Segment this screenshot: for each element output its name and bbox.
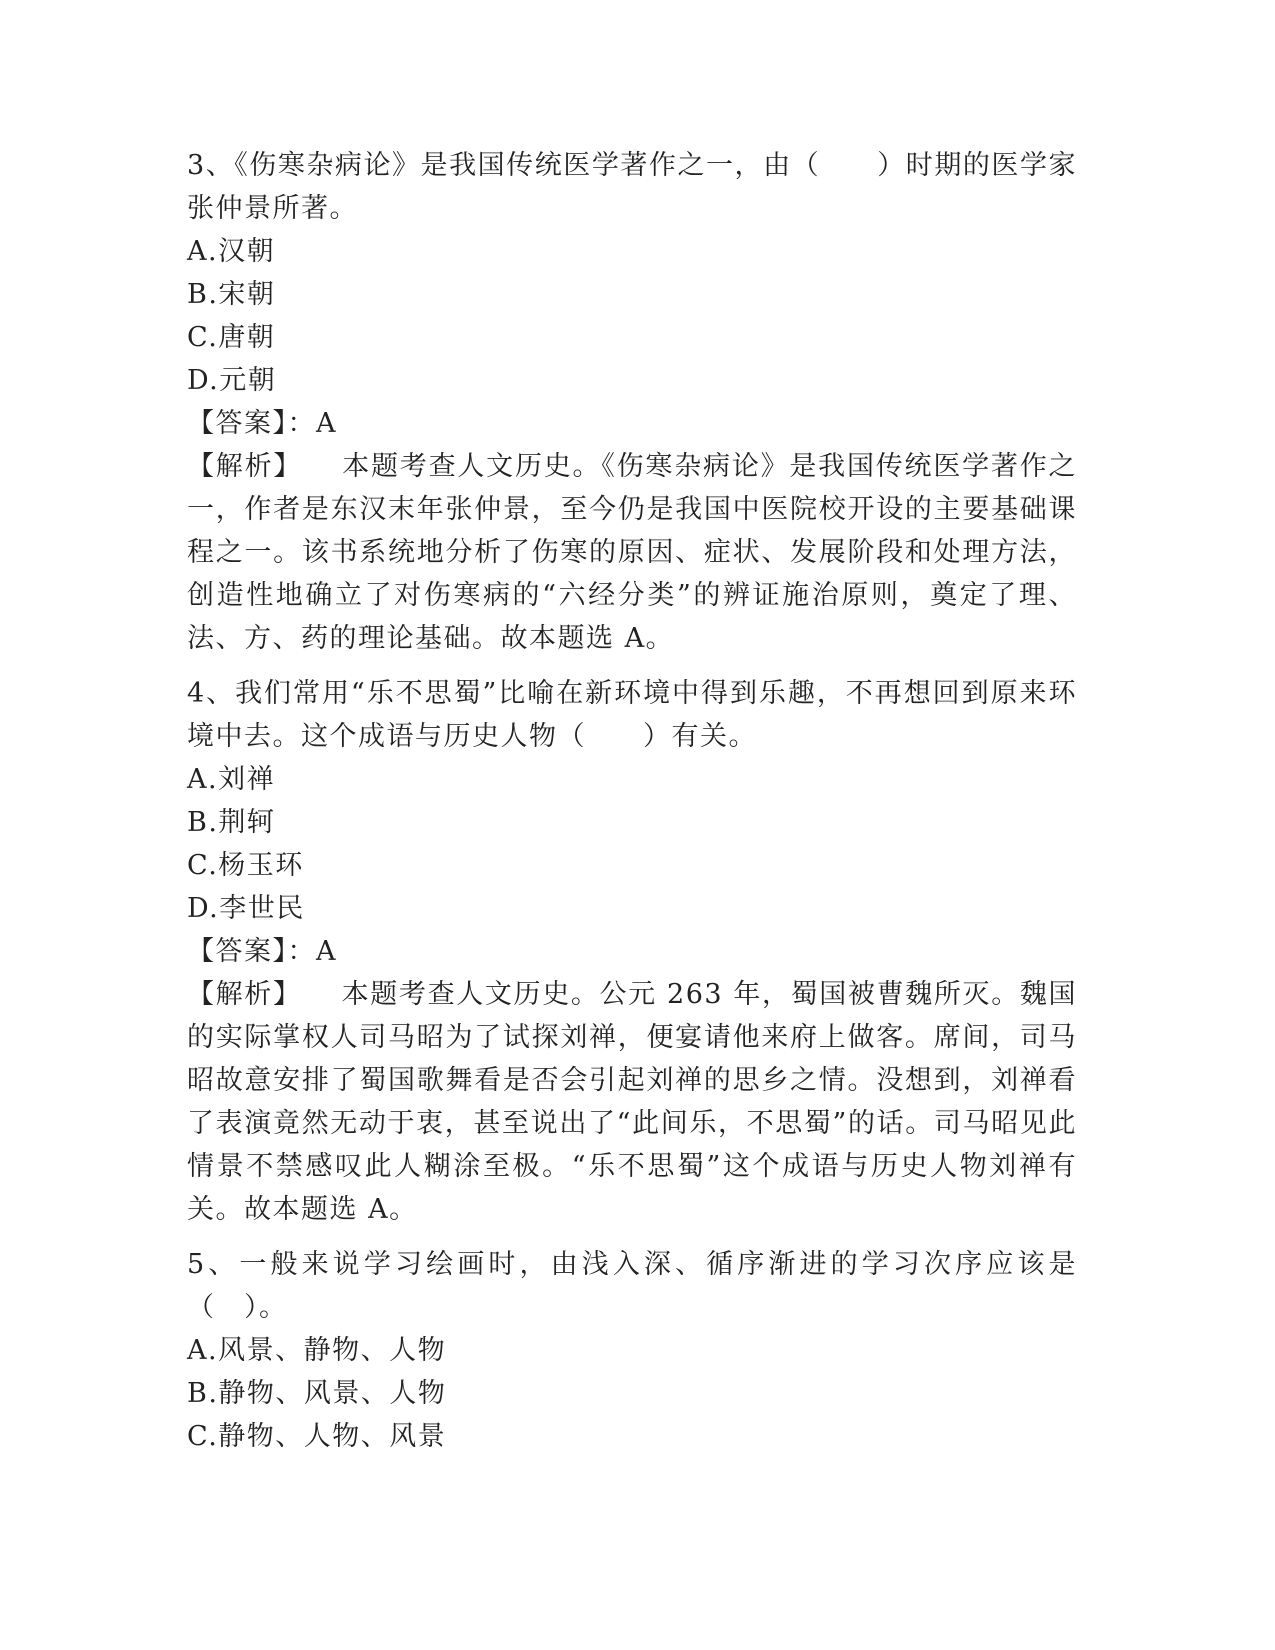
option-b: B.静物、风景、人物 — [187, 1378, 447, 1409]
option-a: A.风景、静物、人物 — [187, 1335, 447, 1366]
analysis — [187, 973, 1077, 1231]
analysis-text: 本题考查人文历史。《伤寒杂病论》是我国传统医学著作之一，作者是东汉末年张仲景，至今仍是我国中医院校开设的主要基础课程之一。该书系统地分析了伤寒的原因、症状、发展阶段和处理方法，创造性地确立了对伤寒病的“六经分类”的辨证施治原则，奠定了理、法、方、药的理论基础。故本题选 A。 — [187, 451, 1078, 654]
answer: 【答案】：A — [187, 408, 337, 439]
option-a: A.汉朝 — [187, 236, 276, 267]
option-b: B.荆轲 — [187, 807, 276, 838]
analysis-label: 【解析】 — [187, 451, 303, 482]
question-stem: 4、我们常用“乐不思蜀”比喻在新环境中得到乐趣，不再想回到原来环境中去。这个成语与历史人物（ ）有关。 — [187, 678, 1077, 752]
option-c: C.杨玉环 — [187, 850, 304, 881]
question-5 — [187, 1243, 1077, 1458]
option-d: D.李世民 — [187, 893, 305, 924]
option-b: B.宋朝 — [187, 279, 276, 310]
option-c: C.唐朝 — [187, 322, 276, 353]
analysis — [187, 445, 1077, 660]
question-4 — [187, 672, 1077, 1231]
answer: 【答案】：A — [187, 936, 337, 967]
question-3 — [187, 144, 1077, 660]
option-a: A.刘禅 — [187, 764, 276, 795]
analysis-text: 本题考查人文历史。公元 263 年，蜀国被曹魏所灭。魏国的实际掌权人司马昭为了试探刘禅，便宴请他来府上做客。席间，司马昭故意安排了蜀国歌舞看是否会引起刘禅的思乡之情。没想到，刘禅看了表演竟然无动于衷，甚至说出了“此间乐，不思蜀”的话。司马昭见此情景不禁感叹此人糊涂至极。“乐不思蜀”这个成语与历史人物刘禅有关。故本题选 A。 — [187, 979, 1078, 1225]
analysis-label: 【解析】 — [187, 979, 302, 1010]
option-d: D.元朝 — [187, 365, 277, 396]
question-stem: 3、《伤寒杂病论》是我国传统医学著作之一，由（ ）时期的医学家张仲景所著。 — [187, 150, 1077, 224]
question-stem: 5、一般来说学习绘画时，由浅入深、循序渐进的学习次序应该是（ ）。 — [187, 1249, 1077, 1323]
option-c: C.静物、人物、风景 — [187, 1421, 447, 1452]
question-content — [187, 144, 1077, 1458]
